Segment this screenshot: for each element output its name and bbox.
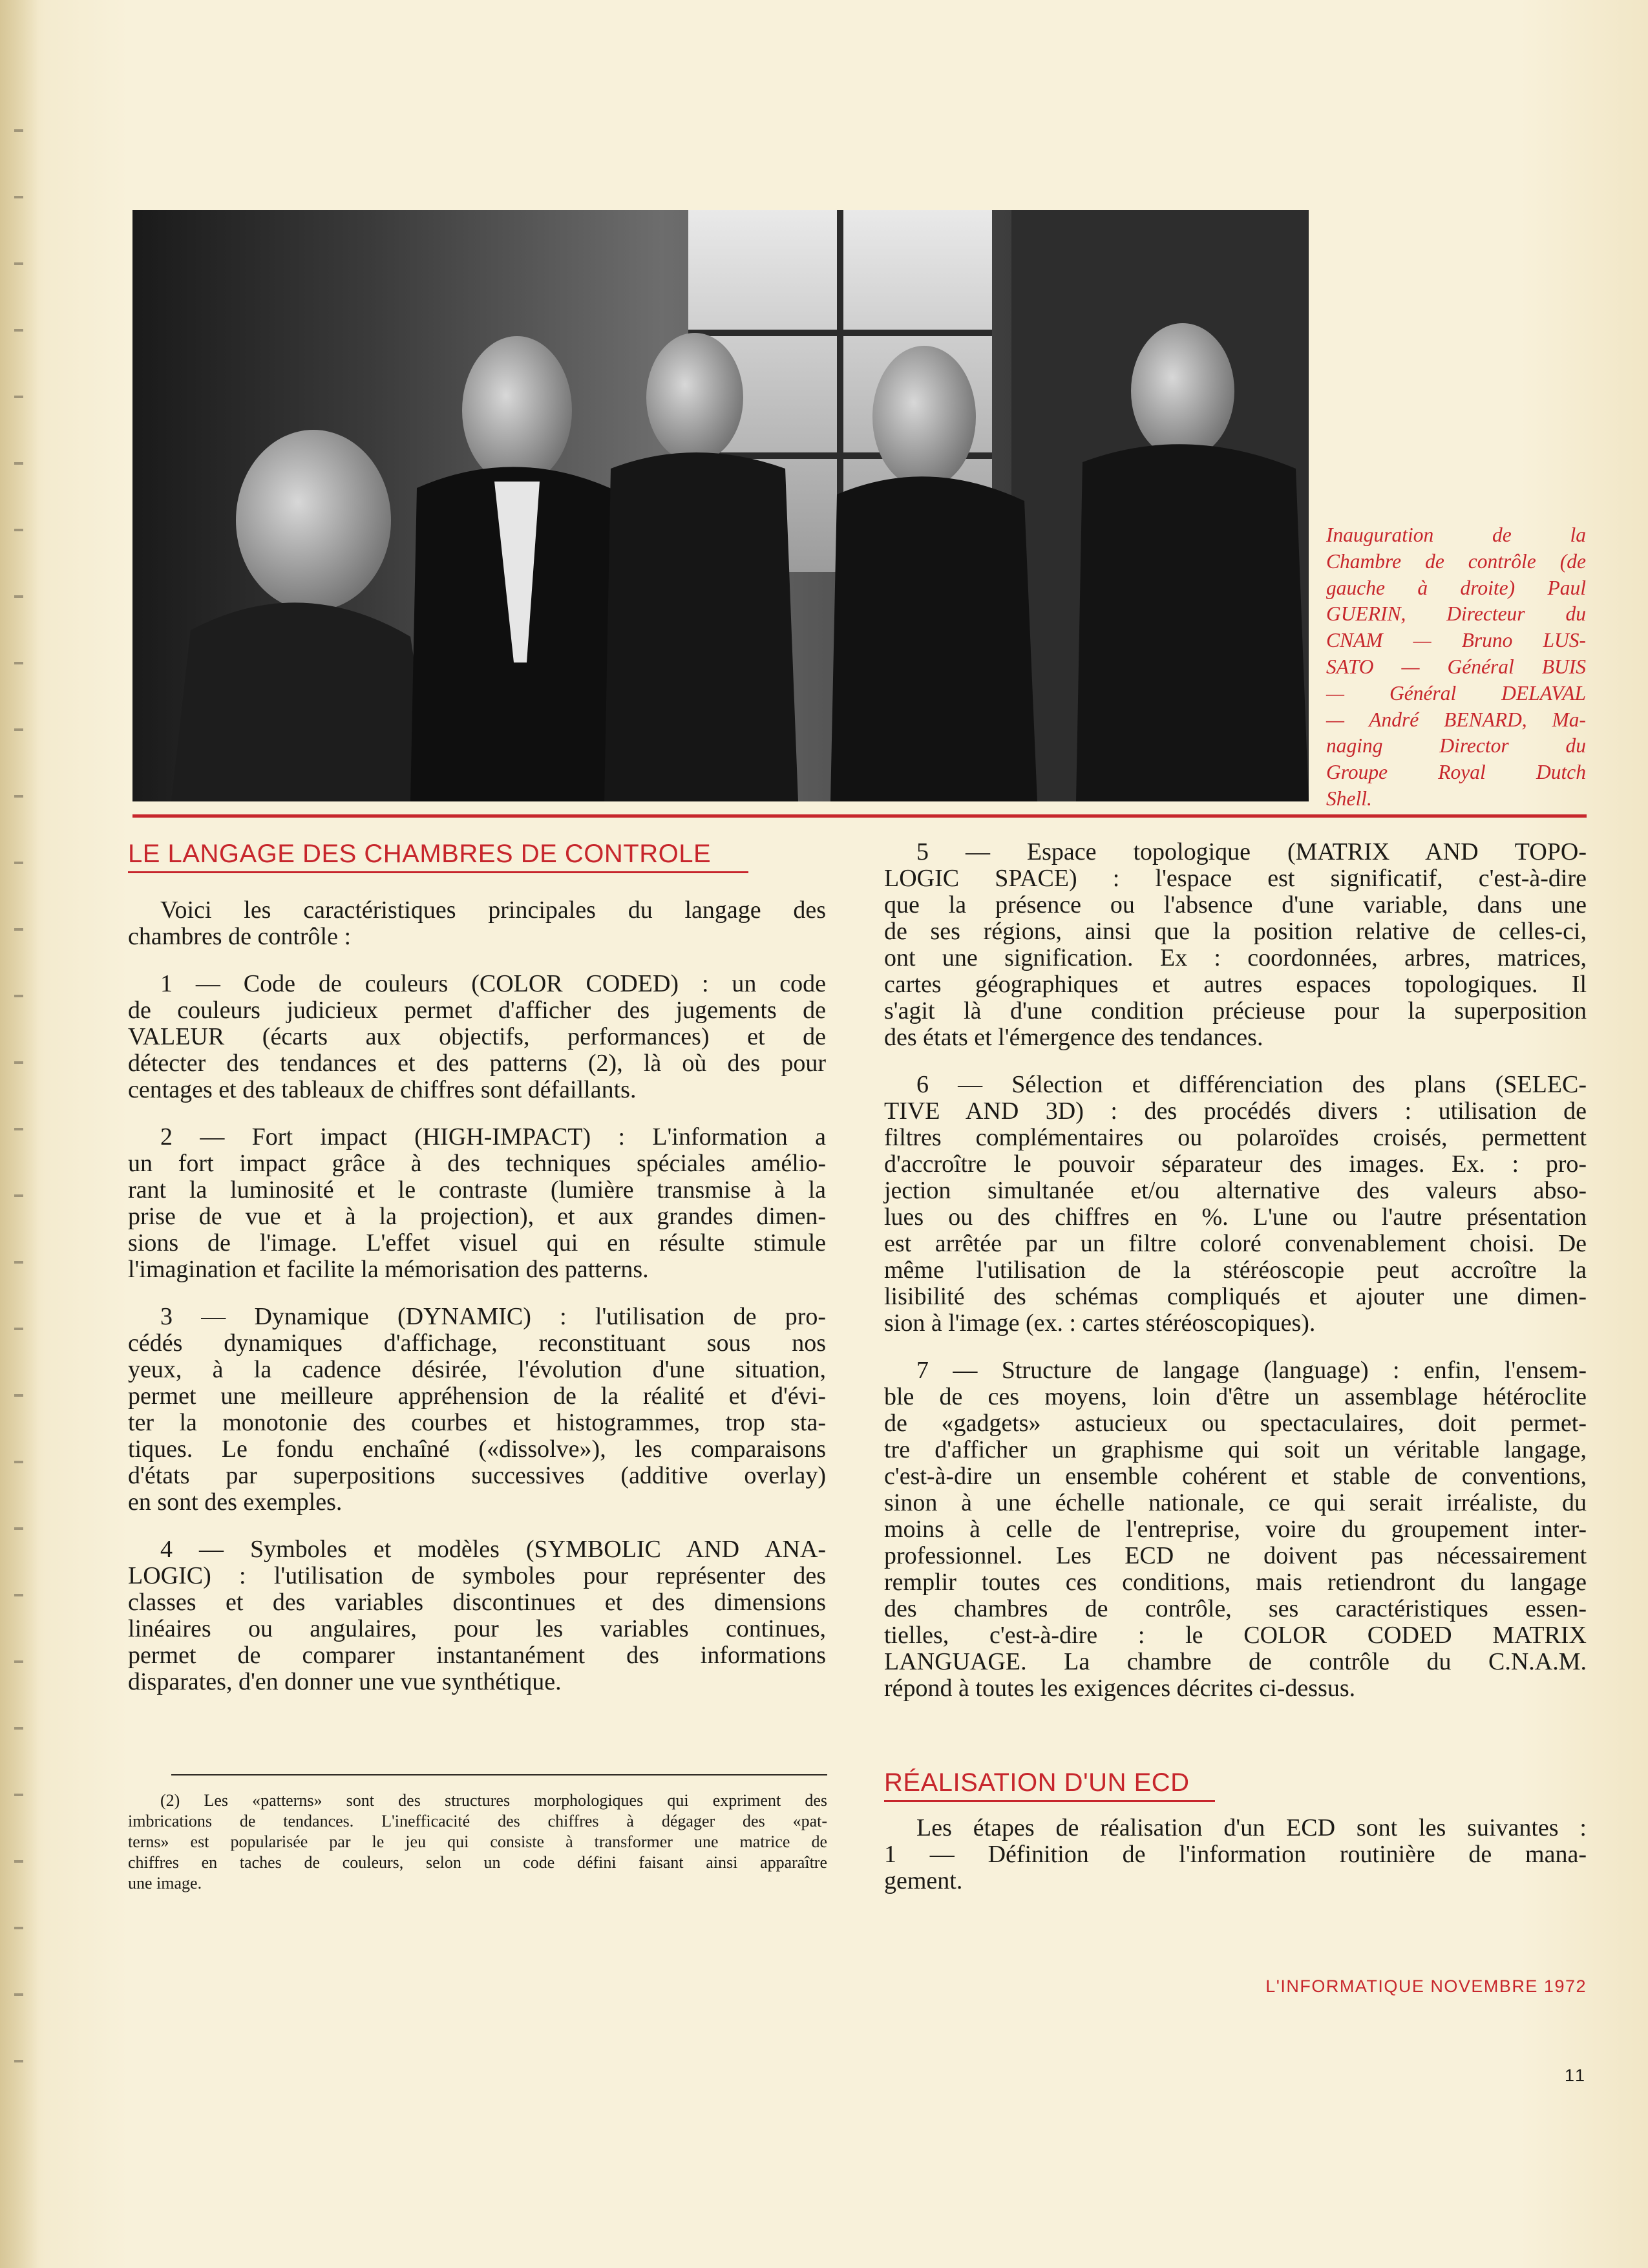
- paragraph: [128, 1304, 826, 1516]
- margin-tick: [14, 396, 23, 398]
- text-line: remplir toutes ces conditions, mais retiendront du langage: [884, 1569, 1587, 1596]
- text-line: 1 — Code de couleurs (COLOR CODED) : un code: [160, 970, 826, 997]
- margin-tick: [14, 1328, 23, 1330]
- text-line: une image.: [128, 1874, 202, 1892]
- paragraph: [128, 897, 826, 950]
- caption-divider: [132, 814, 1587, 818]
- section-heading-langage: LE LANGAGE DES CHAMBRES DE CONTROLE: [128, 840, 712, 868]
- text-line: en sont des exemples.: [128, 1489, 343, 1516]
- margin-tick: [14, 529, 23, 531]
- right-column: [884, 839, 1587, 1722]
- text-line: l'imagination et facilite la mémorisation des patterns.: [128, 1256, 649, 1283]
- heading-underline: [884, 1800, 1215, 1802]
- margin-tick: [14, 595, 23, 598]
- margin-tick: [14, 329, 23, 332]
- text-line: imbrications de tendances. L'inefficacité des chiffres à dégager des «pat-: [128, 1812, 827, 1830]
- text-line: des états et l'émergence des tendances.: [884, 1024, 1263, 1051]
- paragraph: [884, 1815, 1587, 1894]
- text-line: TIVE AND 3D) : des procédés divers : utilisation de: [884, 1097, 1587, 1125]
- margin-tick: [14, 1394, 23, 1397]
- text-line: Groupe Royal Dutch: [1326, 761, 1586, 784]
- text-line: linéaires ou angulaires, pour les variables continues,: [128, 1615, 826, 1642]
- text-line: Inauguration de la: [1326, 524, 1586, 546]
- text-line: que la présence ou l'absence d'une variable, dans une: [884, 891, 1587, 918]
- text-line: ont une signification. Ex : coordonnées, arbres, matrices,: [884, 944, 1587, 971]
- text-line: sion à l'image (ex. : cartes stéréoscopiques).: [884, 1309, 1316, 1337]
- text-line: permet de comparer instantanément des informations: [128, 1642, 826, 1669]
- text-line: tiques. Le fondu enchaîné («dissolve»), les comparaisons: [128, 1436, 826, 1463]
- margin-tick: [14, 1594, 23, 1596]
- text-line: 3 — Dynamique (DYNAMIC) : l'utilisation de pro-: [160, 1303, 826, 1330]
- text-line: 2 — Fort impact (HIGH-IMPACT) : L'information a: [160, 1123, 826, 1150]
- margin-tick: [14, 2060, 23, 2062]
- margin-tick: [14, 1194, 23, 1197]
- footnote-rule: [171, 1774, 827, 1775]
- left-column: [128, 897, 826, 1716]
- section-heading-realisation: RÉALISATION D'UN ECD: [884, 1768, 1190, 1797]
- text-line: professionnel. Les ECD ne doivent pas nécessairement: [884, 1542, 1587, 1569]
- text-line: LOGIC) : l'utilisation de symboles pour représenter des: [128, 1562, 826, 1589]
- text-line: Les étapes de réalisation d'un ECD sont les suivantes :: [916, 1814, 1587, 1841]
- text-line: détecter des tendances et des patterns (2), là où des pour: [128, 1050, 826, 1077]
- paragraph: [128, 1536, 826, 1695]
- margin-tick: [14, 1061, 23, 1064]
- page-number: 11: [1564, 2066, 1587, 2085]
- margin-tick: [14, 1794, 23, 1796]
- text-line: filtres complémentaires ou polaroïdes croisés, permettent: [884, 1124, 1587, 1151]
- heading-underline: [128, 871, 748, 873]
- paragraph: [128, 1124, 826, 1283]
- margin-tick: [14, 1927, 23, 1929]
- text-line: permet une meilleure appréhension de la réalité et d'évi-: [128, 1383, 826, 1410]
- margin-tick: [14, 662, 23, 664]
- margin-tick: [14, 462, 23, 465]
- margin-tick: [14, 1660, 23, 1663]
- journal-footer: L'INFORMATIQUE NOVEMBRE 1972: [1265, 1977, 1587, 1996]
- text-line: tre d'afficher un graphisme qui soit un véritable langage,: [884, 1436, 1587, 1463]
- text-line: 1 — Définition de l'information routinière de mana-: [884, 1841, 1587, 1868]
- text-line: Voici les caractéristiques principales du langage des: [160, 896, 826, 924]
- text-line: ble de ces moyens, loin d'être un assemblage hétéroclite: [884, 1383, 1587, 1410]
- text-line: de couleurs judicieux permet d'afficher des jugements de: [128, 997, 826, 1024]
- text-line: gauche à droite) Paul: [1326, 576, 1586, 599]
- text-line: LOGIC SPACE) : l'espace est significatif, c'est-à-dire: [884, 865, 1587, 892]
- text-line: de ses régions, ainsi que la position relative de celles-ci,: [884, 918, 1587, 945]
- margin-tick: [14, 196, 23, 198]
- margin-tick: [14, 1527, 23, 1530]
- text-line: lues ou des chiffres en %. L'une ou l'autre présentation: [884, 1203, 1587, 1231]
- margin-tick: [14, 1860, 23, 1863]
- margin-tick: [14, 1261, 23, 1264]
- text-line: cartes géographiques et autres espaces topologiques. Il: [884, 971, 1587, 998]
- text-line: des chambres de contrôle, ses caractéristiques essen-: [884, 1595, 1587, 1622]
- text-line: chambres de contrôle :: [128, 923, 352, 950]
- photo-caption: [1326, 522, 1586, 812]
- text-line: jection simultanée et/ou alternative des valeurs abso-: [884, 1177, 1587, 1204]
- margin-tick: [14, 928, 23, 931]
- text-line: lisibilité des schémas compliqués et ajouter une dimen-: [884, 1283, 1587, 1310]
- margin-tick: [14, 1727, 23, 1730]
- text-line: 5 — Espace topologique (MATRIX AND TOPO-: [916, 838, 1587, 865]
- text-line: d'accroître le pouvoir séparateur des images. Ex. : pro-: [884, 1150, 1587, 1178]
- margin-tick: [14, 1461, 23, 1463]
- paragraph: [884, 1072, 1587, 1337]
- text-line: gement.: [884, 1867, 963, 1894]
- text-line: un fort impact grâce à des techniques spéciales amélio-: [128, 1150, 826, 1177]
- text-line: chiffres en taches de couleurs, selon un code défini faisant ainsi apparaître: [128, 1853, 827, 1872]
- footnote: [128, 1790, 827, 1894]
- paragraph: [884, 1357, 1587, 1702]
- text-line: 4 — Symboles et modèles (SYMBOLIC AND ANA-: [160, 1536, 826, 1563]
- text-line: est arrêtée par un filtre coloré convenablement choisi. De: [884, 1230, 1587, 1257]
- text-line: ter la monotonie des courbes et histogrammes, trop sta-: [128, 1409, 826, 1436]
- text-line: — Général DELAVAL: [1326, 681, 1586, 705]
- margin-tick: [14, 1993, 23, 1996]
- text-line: naging Director du: [1326, 734, 1586, 758]
- margin-tick: [14, 795, 23, 798]
- text-line: prise de vue et à la projection), et aux grandes dimen-: [128, 1203, 826, 1230]
- text-line: CNAM — Bruno LUS-: [1326, 629, 1586, 652]
- text-line: d'états par superpositions successives (additive overlay): [128, 1462, 826, 1489]
- margin-tick: [14, 995, 23, 997]
- text-line: terns» est popularisée par le jeu qui consiste à transformer une matrice de: [128, 1832, 827, 1851]
- text-line: 7 — Structure de langage (language) : enfin, l'ensem-: [916, 1357, 1587, 1384]
- text-line: moins à celle de l'entreprise, voire du groupement inter-: [884, 1516, 1587, 1543]
- text-line: même l'utilisation de la stéréoscopie peut accroître la: [884, 1256, 1587, 1284]
- text-line: répond à toutes les exigences décrites ci-dessus.: [884, 1675, 1356, 1702]
- text-line: de «gadgets» astucieux ou spectaculaires, doit permet-: [884, 1410, 1587, 1437]
- margin-tick: [14, 129, 23, 132]
- paragraph: [884, 839, 1587, 1051]
- margin-tick: [14, 1128, 23, 1130]
- paragraph: [128, 971, 826, 1103]
- text-line: tielles, c'est-à-dire : le COLOR CODED MATRIX: [884, 1622, 1587, 1649]
- text-line: disparates, d'en donner une vue synthétique.: [128, 1668, 562, 1695]
- text-line: 6 — Sélection et différenciation des plans (SELEC-: [916, 1071, 1587, 1098]
- text-line: — André BENARD, Ma-: [1326, 708, 1586, 731]
- text-line: yeux, à la cadence désirée, l'évolution d'une situation,: [128, 1356, 826, 1383]
- text-line: VALEUR (écarts aux objectifs, performances) et de: [128, 1023, 826, 1050]
- text-line: SATO — Général BUIS: [1326, 655, 1586, 678]
- right-column-lower: [884, 1815, 1587, 1915]
- text-line: centages et des tableaux de chiffres sont défaillants.: [128, 1076, 637, 1103]
- text-line: LANGUAGE. La chambre de contrôle du C.N.A.M.: [884, 1648, 1587, 1675]
- text-line: s'agit là d'une condition précieuse pour la superposition: [884, 997, 1587, 1024]
- margin-tick: [14, 728, 23, 731]
- text-line: Chambre de contrôle (de: [1326, 549, 1586, 573]
- margin-tick: [14, 262, 23, 265]
- text-line: sions de l'image. L'effet visuel qui en résulte stimule: [128, 1229, 826, 1256]
- text-line: classes et des variables discontinues et des dimensions: [128, 1589, 826, 1616]
- text-line: Shell.: [1326, 787, 1372, 810]
- text-line: GUERIN, Directeur du: [1326, 602, 1586, 626]
- text-line: rant la luminosité et le contraste (lumière transmise à la: [128, 1176, 826, 1203]
- text-line: c'est-à-dire un ensemble cohérent et stable de conventions,: [884, 1463, 1587, 1490]
- text-line: sinon à une échelle nationale, ce qui serait irréaliste, du: [884, 1489, 1587, 1516]
- inauguration-photo: [132, 210, 1309, 801]
- text-line: cédés dynamiques d'affichage, reconstituant sous nos: [128, 1330, 826, 1357]
- margin-marks: [14, 129, 34, 2133]
- text-line: (2) Les «patterns» sont des structures morphologiques qui expriment des: [160, 1791, 827, 1810]
- margin-tick: [14, 862, 23, 864]
